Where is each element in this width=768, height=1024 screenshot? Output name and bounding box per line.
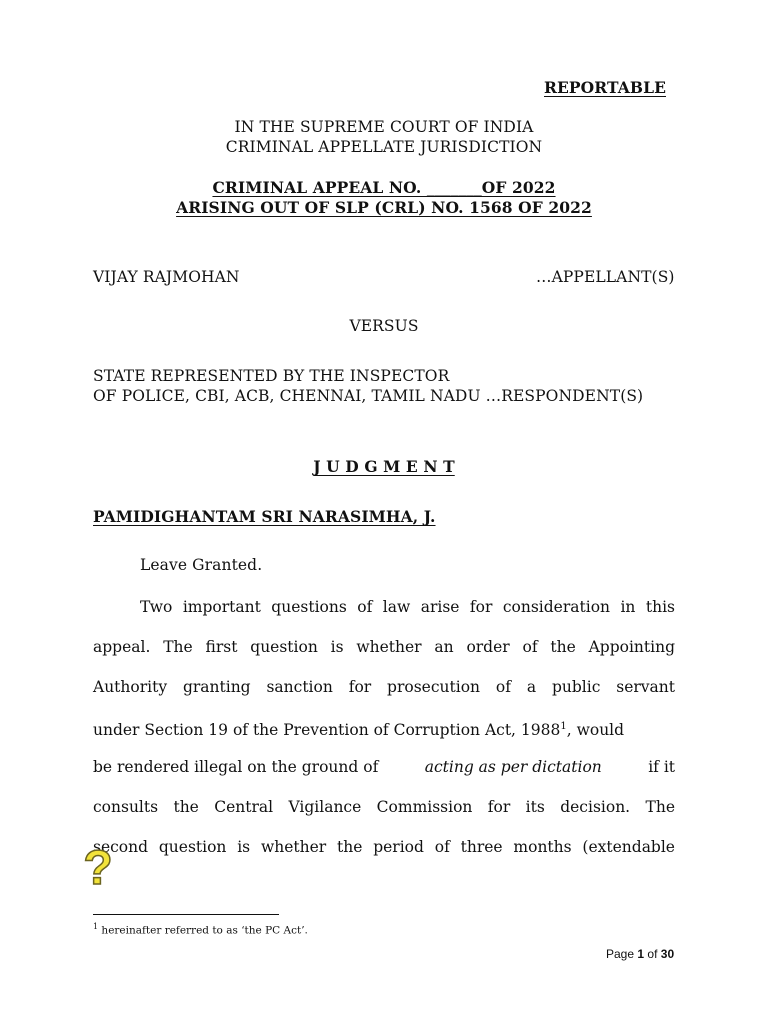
judgment-paragraph — [93, 596, 675, 876]
footnote — [93, 922, 308, 937]
versus-label: VERSUS — [349, 317, 419, 335]
page-number — [606, 947, 674, 961]
appellant-role: …APPELLANT(S) — [536, 268, 675, 286]
page-of: of — [647, 947, 658, 961]
paragraph-line: second question is whether the period of three months (extendable — [93, 838, 675, 856]
paragraph-line: consults the Central Vigilance Commission for its decision. The — [93, 798, 675, 816]
paragraph-line — [93, 716, 675, 756]
respondent-line-2: OF POLICE, CBI, ACB, CHENNAI, TAMIL NADU …RESPONDENT(S) — [93, 387, 644, 405]
appeal-number: CRIMINAL APPEAL NO. _______OF 2022 — [212, 178, 556, 197]
question-mark-icon[interactable] — [80, 840, 116, 890]
respondent-line-1: STATE REPRESENTED BY THE INSPECTOR — [93, 367, 450, 385]
svg-text:?: ? — [83, 842, 113, 890]
paragraph-line: appeal. The first question is whether an order of the Appointing — [93, 638, 675, 656]
page-total: 30 — [660, 947, 675, 961]
slp-number: ARISING OUT OF SLP (CRL) NO. 1568 OF 2022 — [176, 198, 592, 217]
paragraph-line: Two important questions of law arise for consideration in this — [140, 598, 675, 616]
court-name: IN THE SUPREME COURT OF INDIA — [234, 118, 534, 136]
line-text: be rendered illegal on the ground of — [93, 758, 384, 776]
page-label: Page — [606, 947, 635, 961]
reportable-label: REPORTABLE — [544, 78, 666, 97]
footnote-marker: 1 — [93, 922, 99, 931]
footnote-ref: 1 — [560, 721, 567, 732]
paragraph-line — [93, 756, 675, 796]
line-text: if it — [643, 758, 675, 776]
judgment-heading: J U D G M E N T — [313, 457, 455, 476]
emphasis-text: acting as per dictation — [424, 758, 602, 776]
jurisdiction: CRIMINAL APPELLATE JURISDICTION — [225, 138, 543, 156]
paragraph-line: Authority granting sanction for prosecution of a public servant — [93, 678, 675, 696]
page-current: 1 — [637, 947, 645, 961]
leave-granted: Leave Granted. — [140, 556, 263, 574]
footnote-text: hereinafter referred to as ‘the PC Act’. — [98, 924, 308, 937]
judge-name: PAMIDIGHANTAM SRI NARASIMHA, J. — [93, 507, 436, 526]
line-text: under Section 19 of the Prevention of Corruption Act, 1988$^1$, would — [93, 721, 625, 740]
footnote-divider — [93, 914, 279, 915]
appellant-name: VIJAY RAJMOHAN — [93, 268, 240, 286]
